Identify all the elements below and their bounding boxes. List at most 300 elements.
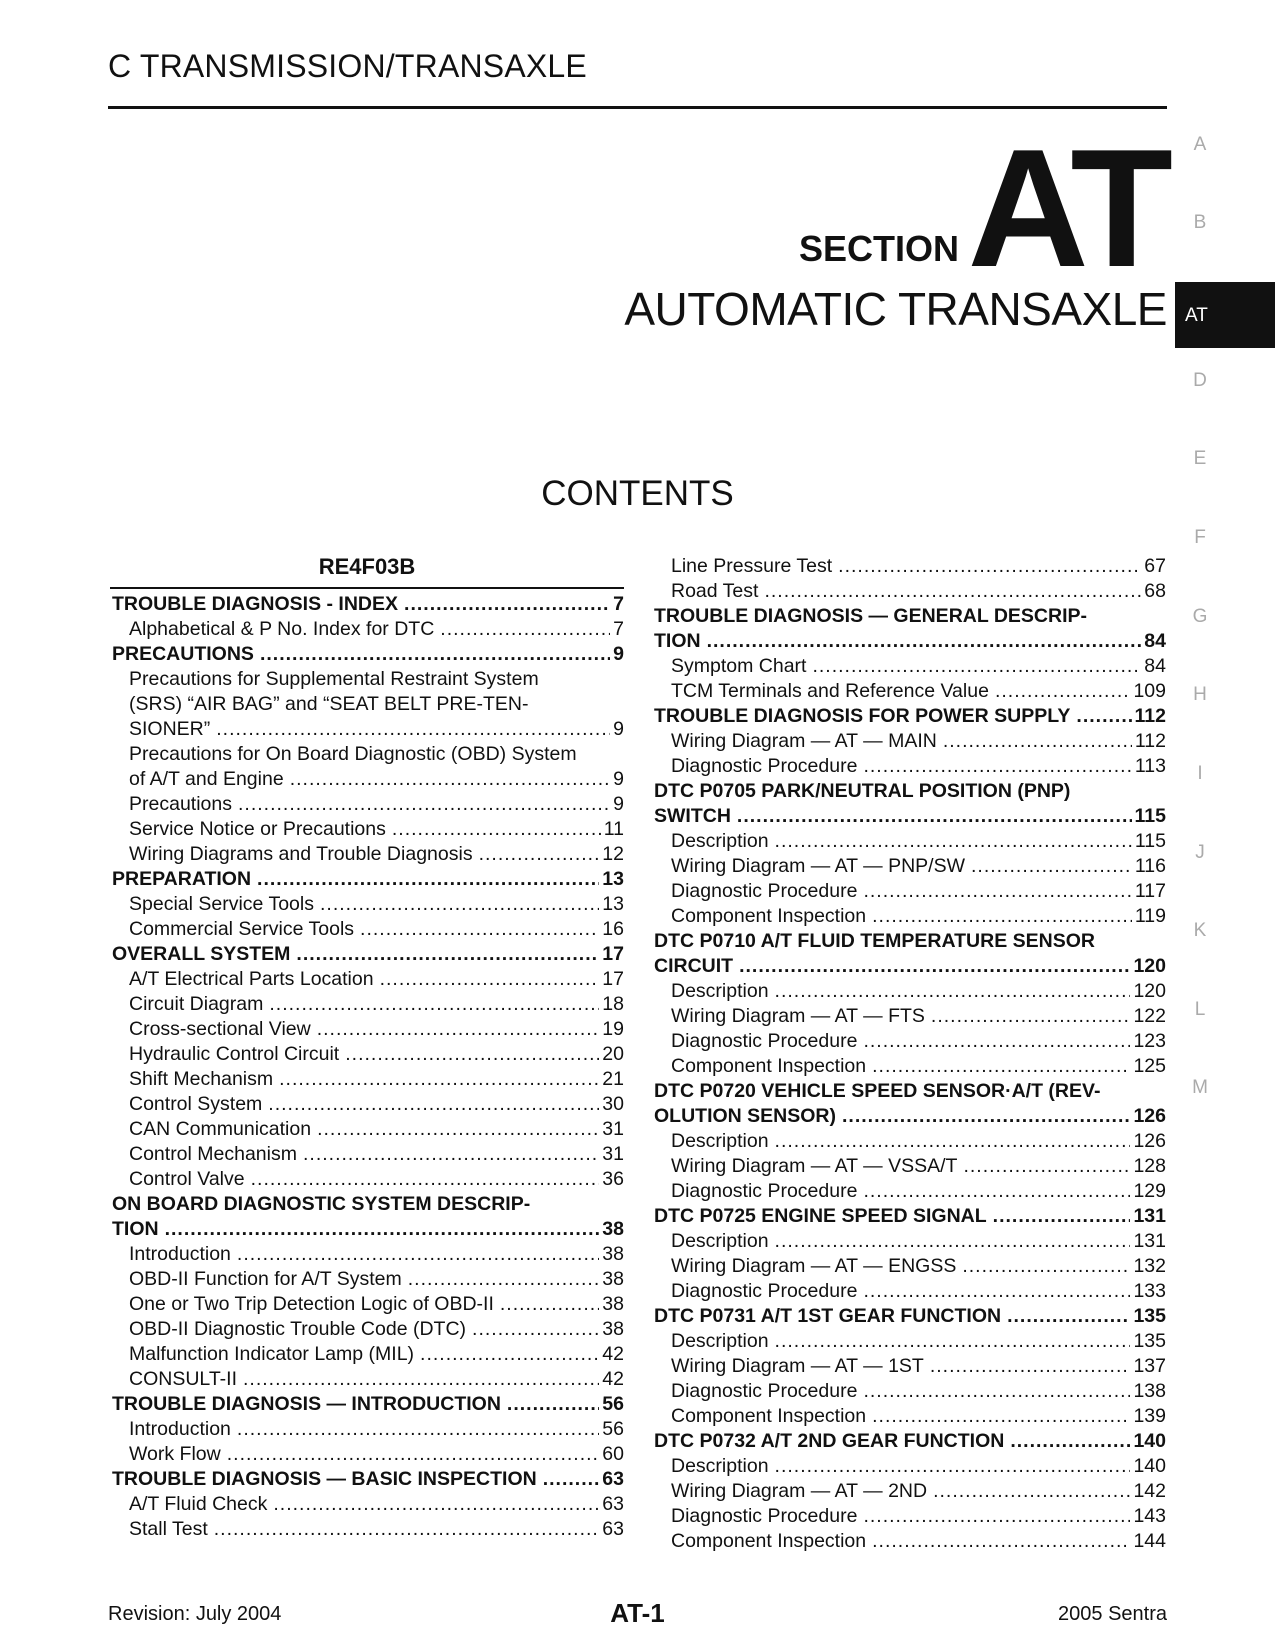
toc-entry-title: Malfunction Indicator Lamp (MIL): [129, 1343, 415, 1365]
toc-entry-page: 20: [602, 1043, 624, 1065]
toc-leader-dots: [707, 629, 1142, 654]
toc-entry-title: Control System: [129, 1093, 263, 1115]
toc-entry-page: 144: [1133, 1530, 1166, 1552]
side-tab-i[interactable]: I: [1197, 763, 1203, 784]
toc-entry[interactable]: [652, 1229, 1166, 1254]
toc-leader-dots: [320, 892, 599, 917]
side-tab-active[interactable]: [1175, 282, 1275, 348]
toc-entry-title: Special Service Tools: [129, 893, 314, 915]
toc-entry-title: OBD-II Diagnostic Trouble Code (DTC): [129, 1318, 467, 1340]
toc-entry-page: 119: [1134, 905, 1166, 927]
toc-entry[interactable]: [110, 1017, 624, 1042]
toc-leader-dots: [993, 1204, 1131, 1229]
toc-entry-page: 120: [1133, 980, 1166, 1002]
toc-leader-dots: [251, 1167, 600, 1192]
toc-leader-dots: [269, 992, 599, 1017]
toc-entry-title: TROUBLE DIAGNOSIS — INTRODUCTION: [112, 1393, 501, 1415]
toc-leader-dots: [863, 754, 1131, 779]
toc-entry-page: 84: [1144, 630, 1166, 652]
toc-entry[interactable]: [110, 742, 624, 767]
toc-entry-page: 13: [602, 893, 624, 915]
toc-entry-page: 21: [602, 1068, 624, 1090]
toc-leader-dots: [863, 1179, 1130, 1204]
toc-entry[interactable]: [110, 917, 624, 942]
toc-entry-page: 7: [613, 593, 624, 615]
footer-revision: Revision: July 2004: [108, 1603, 282, 1625]
toc-leader-dots: [764, 579, 1141, 604]
toc-leader-dots: [408, 1267, 600, 1292]
toc-entry-page: 123: [1133, 1030, 1166, 1052]
toc-entry-page: 9: [613, 768, 624, 790]
toc-entry[interactable]: [652, 1529, 1166, 1554]
toc-leader-dots: [863, 1379, 1130, 1404]
toc-entry-title: Control Mechanism: [129, 1143, 297, 1165]
toc-entry-page: 113: [1134, 755, 1166, 777]
toc-entry-page: 42: [602, 1368, 624, 1390]
toc-leader-dots: [472, 1317, 599, 1342]
toc-entry-title: Component Inspection: [671, 1405, 867, 1427]
toc-leader-dots: [775, 1329, 1131, 1354]
toc-entry-title: Service Notice or Precautions: [129, 818, 386, 840]
toc-entry[interactable]: [110, 1392, 624, 1417]
toc-entry[interactable]: [652, 779, 1166, 804]
toc-entry[interactable]: [652, 629, 1166, 654]
toc-entry-title: Control Valve: [129, 1168, 245, 1190]
toc-list-left: [110, 592, 624, 1542]
toc-leader-dots: [345, 1042, 599, 1067]
toc-leader-dots: [268, 1092, 599, 1117]
toc-entry-page: 63: [602, 1518, 624, 1540]
side-tab-g[interactable]: G: [1192, 606, 1208, 627]
toc-entry[interactable]: [110, 967, 624, 992]
toc-entry-page: 13: [602, 868, 624, 890]
toc-leader-dots: [863, 879, 1131, 904]
toc-entry[interactable]: [110, 1367, 624, 1392]
toc-leader-dots: [317, 1117, 599, 1142]
toc-entry[interactable]: [652, 954, 1166, 979]
toc-entry-page: 131: [1133, 1230, 1166, 1252]
toc-entry[interactable]: [652, 679, 1166, 704]
toc-entry[interactable]: [652, 604, 1166, 629]
toc-entry-title: Description: [671, 980, 769, 1002]
toc-entry[interactable]: [652, 1054, 1166, 1079]
toc-entry[interactable]: [652, 879, 1166, 904]
toc-entry-title: Wiring Diagram — AT — ENGSS: [671, 1255, 957, 1277]
toc-entry-page: 142: [1133, 1480, 1166, 1502]
toc-entry-page: 128: [1133, 1155, 1166, 1177]
toc-entry-page: 56: [602, 1393, 624, 1415]
toc-entry-title: TION: [654, 630, 701, 652]
toc-entry-title: Wiring Diagram — AT — FTS: [671, 1005, 925, 1027]
toc-entry-page: 125: [1133, 1055, 1166, 1077]
toc-entry-title: PRECAUTIONS: [112, 643, 254, 665]
toc-entry-page: 122: [1133, 1005, 1166, 1027]
toc-entry[interactable]: [110, 1442, 624, 1467]
toc-right-column: [652, 554, 1166, 1554]
toc-entry-title: One or Two Trip Detection Logic of OBD-II: [129, 1293, 494, 1315]
toc-leader-dots: [420, 1342, 599, 1367]
toc-entry-page: 116: [1134, 855, 1166, 877]
toc-entry-title: of A/T and Engine: [129, 768, 284, 790]
toc-entry[interactable]: [110, 1342, 624, 1367]
toc-entry-title: Hydraulic Control Circuit: [129, 1043, 340, 1065]
toc-entry-title: DTC P0720 VEHICLE SPEED SENSOR·A/T (REV-: [654, 1080, 1101, 1102]
toc-leader-dots: [739, 954, 1130, 979]
toc-entry[interactable]: [652, 554, 1166, 579]
toc-entry[interactable]: [110, 717, 624, 742]
toc-leader-dots: [273, 1492, 599, 1517]
toc-leader-dots: [971, 854, 1132, 879]
contents-title: CONTENTS: [541, 474, 734, 513]
toc-leader-dots: [995, 679, 1131, 704]
toc-entry-title: Diagnostic Procedure: [671, 1505, 858, 1527]
toc-leader-dots: [237, 1242, 599, 1267]
toc-entry-page: 109: [1133, 680, 1166, 702]
toc-entry-title: Component Inspection: [671, 1530, 867, 1552]
toc-leader-dots: [257, 867, 599, 892]
toc-entry[interactable]: [652, 579, 1166, 604]
toc-entry[interactable]: [110, 1292, 624, 1317]
toc-entry[interactable]: [652, 904, 1166, 929]
toc-leader-dots: [500, 1292, 599, 1317]
toc-entry-title: Diagnostic Procedure: [671, 1380, 858, 1402]
toc-entry-page: 17: [602, 943, 624, 965]
toc-entry[interactable]: [110, 1117, 624, 1142]
toc-entry[interactable]: [652, 1404, 1166, 1429]
toc-entry-title: Component Inspection: [671, 905, 867, 927]
toc-leader-dots: [303, 1142, 599, 1167]
toc-entry-title: DTC P0705 PARK/NEUTRAL POSITION (PNP): [654, 780, 1071, 802]
toc-entry[interactable]: [110, 1492, 624, 1517]
toc-leader-dots: [872, 1054, 1130, 1079]
toc-entry[interactable]: [652, 1154, 1166, 1179]
toc-entry-title: DTC P0732 A/T 2ND GEAR FUNCTION: [654, 1430, 1005, 1452]
toc-leader-dots: [963, 1154, 1130, 1179]
toc-entry-title: A/T Electrical Parts Location: [129, 968, 374, 990]
toc-entry[interactable]: [652, 829, 1166, 854]
toc-entry[interactable]: [652, 854, 1166, 879]
toc-entry[interactable]: [652, 1204, 1166, 1229]
toc-entry[interactable]: [110, 867, 624, 892]
side-tab-f[interactable]: F: [1194, 527, 1206, 548]
toc-entry-page: 63: [602, 1468, 624, 1490]
toc-leader-dots: [962, 1254, 1130, 1279]
section-word: SECTION: [798, 228, 959, 269]
toc-entry-page: 126: [1133, 1130, 1166, 1152]
toc-entry[interactable]: [652, 1379, 1166, 1404]
toc-leader-dots: [543, 1467, 600, 1492]
model-heading: RE4F03B: [110, 550, 624, 589]
toc-entry[interactable]: [110, 1092, 624, 1117]
toc-leader-dots: [296, 942, 599, 967]
toc-leader-dots: [943, 729, 1132, 754]
toc-entry-title: TROUBLE DIAGNOSIS - INDEX: [112, 593, 399, 615]
footer-model: 2005 Sentra: [1058, 1603, 1167, 1625]
toc-entry[interactable]: [652, 729, 1166, 754]
toc-entry[interactable]: [652, 1304, 1166, 1329]
toc-entry-title: Wiring Diagram — AT — 2ND: [671, 1480, 928, 1502]
toc-entry-title: Precautions: [129, 793, 232, 815]
toc-entry-page: 140: [1133, 1430, 1166, 1452]
toc-entry-title: Precautions for Supplemental Restraint System: [129, 668, 539, 690]
toc-entry[interactable]: [652, 1079, 1166, 1104]
toc-entry-page: 68: [1144, 580, 1166, 602]
header-rule: [108, 106, 1167, 109]
toc-entry[interactable]: [652, 1129, 1166, 1154]
toc-entry[interactable]: [110, 1167, 624, 1192]
toc-entry-title: Component Inspection: [671, 1055, 867, 1077]
toc-entry-title: Wiring Diagrams and Trouble Diagnosis: [129, 843, 473, 865]
toc-entry-title: Cross-sectional View: [129, 1018, 311, 1040]
toc-entry-title: Description: [671, 1230, 769, 1252]
toc-entry-title: Line Pressure Test: [671, 555, 833, 577]
toc-leader-dots: [227, 1442, 600, 1467]
toc-entry-page: 38: [602, 1318, 624, 1340]
toc-entry-page: 30: [602, 1093, 624, 1115]
toc-entry-page: 84: [1144, 655, 1166, 677]
toc-entry-title: PREPARATION: [112, 868, 252, 890]
toc-entry[interactable]: [110, 1242, 624, 1267]
toc-entry[interactable]: [652, 979, 1166, 1004]
header-title: C TRANSMISSION/TRANSAXLE: [108, 48, 587, 84]
toc-entry[interactable]: [652, 804, 1166, 829]
toc-leader-dots: [216, 717, 610, 742]
toc-entry-title: TCM Terminals and Reference Value: [671, 680, 989, 702]
toc-entry-page: 138: [1133, 1380, 1166, 1402]
toc-leader-dots: [165, 1217, 600, 1242]
toc-entry-page: 9: [613, 643, 624, 665]
toc-entry-title: OVERALL SYSTEM: [112, 943, 291, 965]
side-tab-d[interactable]: D: [1193, 370, 1207, 391]
toc-entry-page: 38: [602, 1293, 624, 1315]
toc-entry[interactable]: [652, 1479, 1166, 1504]
toc-entry[interactable]: [110, 617, 624, 642]
toc-entry-title: Alphabetical & P No. Index for DTC: [129, 618, 435, 640]
toc-entry-page: 11: [603, 818, 624, 840]
section-name: AUTOMATIC TRANSAXLE: [624, 283, 1167, 335]
toc-entry-title: Diagnostic Procedure: [671, 1030, 858, 1052]
toc-entry[interactable]: [110, 592, 624, 617]
toc-entry[interactable]: [110, 942, 624, 967]
toc-leader-dots: [290, 767, 610, 792]
toc-leader-dots: [360, 917, 599, 942]
toc-entry[interactable]: [110, 1192, 624, 1217]
toc-leader-dots: [812, 654, 1141, 679]
toc-entry[interactable]: [652, 1004, 1166, 1029]
toc-entry[interactable]: [652, 1029, 1166, 1054]
toc-entry[interactable]: [652, 1104, 1166, 1129]
toc-entry[interactable]: [652, 1254, 1166, 1279]
toc-leader-dots: [404, 592, 610, 617]
toc-leader-dots: [214, 1517, 600, 1542]
toc-entry[interactable]: [110, 692, 624, 717]
toc-entry[interactable]: [110, 1267, 624, 1292]
toc-entry-page: 131: [1133, 1205, 1166, 1227]
toc-entry-title: TROUBLE DIAGNOSIS FOR POWER SUPPLY: [654, 705, 1071, 727]
toc-entry-title: Road Test: [671, 580, 759, 602]
toc-leader-dots: [737, 804, 1132, 829]
toc-entry[interactable]: [110, 1142, 624, 1167]
toc-leader-dots: [507, 1392, 599, 1417]
toc-entry-title: DTC P0731 A/T 1ST GEAR FUNCTION: [654, 1305, 1002, 1327]
toc-leader-dots: [1010, 1429, 1130, 1454]
toc-leader-dots: [479, 842, 600, 867]
toc-entry-page: 38: [602, 1218, 624, 1240]
toc-entry-title: Diagnostic Procedure: [671, 1280, 858, 1302]
toc-entry-page: 135: [1133, 1305, 1166, 1327]
toc-entry[interactable]: [652, 1279, 1166, 1304]
toc-leader-dots: [863, 1504, 1130, 1529]
side-tab-label: AT: [1185, 305, 1208, 326]
toc-entry-page: 117: [1134, 880, 1166, 902]
toc-entry[interactable]: [110, 1517, 624, 1542]
toc-entry-title: Work Flow: [129, 1443, 221, 1465]
toc-leader-dots: [842, 1104, 1130, 1129]
toc-leader-dots: [872, 904, 1132, 929]
toc-entry-title: SIONER”: [129, 718, 211, 740]
toc-leader-dots: [1007, 1304, 1130, 1329]
toc-entry[interactable]: [110, 842, 624, 867]
side-tab-j[interactable]: J: [1195, 842, 1205, 863]
toc-left-column: [110, 550, 624, 1542]
toc-entry-title: TROUBLE DIAGNOSIS — GENERAL DESCRIP-: [654, 605, 1088, 627]
toc-entry[interactable]: [110, 1042, 624, 1067]
toc-leader-dots: [931, 1004, 1131, 1029]
toc-entry-title: Description: [671, 1130, 769, 1152]
side-tab-e[interactable]: E: [1193, 448, 1207, 469]
toc-entry-page: 115: [1134, 805, 1166, 827]
toc-entry-page: 17: [602, 968, 624, 990]
toc-leader-dots: [775, 1229, 1131, 1254]
toc-entry[interactable]: [652, 1454, 1166, 1479]
toc-entry-title: Symptom Chart: [671, 655, 807, 677]
toc-entry-title: DTC P0710 A/T FLUID TEMPERATURE SENSOR: [654, 930, 1095, 952]
toc-entry[interactable]: [110, 767, 624, 792]
toc-entry-page: 38: [602, 1243, 624, 1265]
toc-entry-title: ON BOARD DIAGNOSTIC SYSTEM DESCRIP-: [112, 1193, 531, 1215]
toc-entry-page: 19: [602, 1018, 624, 1040]
footer-page-label: AT-1: [610, 1598, 665, 1628]
toc-entry-title: TROUBLE DIAGNOSIS — BASIC INSPECTION: [112, 1468, 537, 1490]
toc-entry-page: 139: [1133, 1405, 1166, 1427]
toc-entry-page: 115: [1134, 830, 1166, 852]
toc-entry-page: 12: [602, 843, 624, 865]
toc-entry-page: 143: [1133, 1505, 1166, 1527]
toc-entry-title: Wiring Diagram — AT — MAIN: [671, 730, 937, 752]
toc-entry[interactable]: [652, 654, 1166, 679]
toc-entry-page: 63: [602, 1493, 624, 1515]
toc-entry[interactable]: [652, 704, 1166, 729]
toc-entry-title: OLUTION SENSOR): [654, 1105, 837, 1127]
toc-entry[interactable]: [110, 992, 624, 1017]
toc-entry[interactable]: [652, 1354, 1166, 1379]
toc-entry-title: CAN Communication: [129, 1118, 312, 1140]
toc-entry-page: 38: [602, 1268, 624, 1290]
toc-entry[interactable]: [110, 667, 624, 692]
toc-entry[interactable]: [110, 1467, 624, 1492]
toc-leader-dots: [872, 1404, 1130, 1429]
toc-entry-title: Introduction: [129, 1243, 231, 1265]
toc-leader-dots: [260, 642, 610, 667]
toc-entry-title: Commercial Service Tools: [129, 918, 355, 940]
toc-entry[interactable]: [110, 1067, 624, 1092]
toc-entry[interactable]: [110, 642, 624, 667]
toc-entry-page: 36: [602, 1168, 624, 1190]
toc-entry-title: TION: [112, 1218, 159, 1240]
side-tab-b[interactable]: B: [1193, 212, 1207, 233]
toc-entry-page: 9: [613, 793, 624, 815]
toc-leader-dots: [1076, 704, 1131, 729]
toc-entry-page: 56: [602, 1418, 624, 1440]
toc-entry-title: Circuit Diagram: [129, 993, 264, 1015]
toc-entry-page: 67: [1144, 555, 1166, 577]
toc-entry[interactable]: [652, 1504, 1166, 1529]
toc-entry[interactable]: [110, 892, 624, 917]
toc-leader-dots: [243, 1367, 599, 1392]
toc-leader-dots: [863, 1029, 1130, 1054]
toc-entry[interactable]: [110, 1417, 624, 1442]
toc-entry[interactable]: [652, 1429, 1166, 1454]
toc-entry-page: 129: [1133, 1180, 1166, 1202]
toc-entry[interactable]: [652, 754, 1166, 779]
toc-entry[interactable]: [652, 929, 1166, 954]
toc-entry-title: Precautions for On Board Diagnostic (OBD) System: [129, 743, 577, 765]
toc-entry[interactable]: [110, 792, 624, 817]
toc-entry-page: 18: [602, 993, 624, 1015]
toc-entry-title: (SRS) “AIR BAG” and “SEAT BELT PRE-TEN-: [129, 693, 529, 715]
toc-leader-dots: [863, 1279, 1130, 1304]
toc-entry-page: 31: [602, 1143, 624, 1165]
toc-leader-dots: [775, 979, 1131, 1004]
toc-entry-page: 9: [613, 718, 624, 740]
side-tab-h[interactable]: H: [1193, 684, 1207, 705]
toc-entry-title: SWITCH: [654, 805, 731, 827]
toc-leader-dots: [440, 617, 610, 642]
side-tab-l[interactable]: L: [1194, 999, 1206, 1020]
side-tab-k[interactable]: K: [1193, 920, 1207, 941]
toc-entry-page: 16: [602, 918, 624, 940]
toc-entry-title: Description: [671, 1330, 769, 1352]
toc-entry-page: 135: [1133, 1330, 1166, 1352]
side-tab-m[interactable]: M: [1192, 1077, 1208, 1098]
toc-leader-dots: [380, 967, 600, 992]
toc-entry[interactable]: [652, 1179, 1166, 1204]
toc-entry-title: DTC P0725 ENGINE SPEED SIGNAL: [654, 1205, 987, 1227]
toc-entry-title: OBD-II Function for A/T System: [129, 1268, 402, 1290]
toc-entry[interactable]: [110, 817, 624, 842]
toc-leader-dots: [237, 1417, 599, 1442]
toc-entry[interactable]: [652, 1329, 1166, 1354]
toc-entry-title: A/T Fluid Check: [129, 1493, 268, 1515]
toc-leader-dots: [930, 1354, 1131, 1379]
toc-entry[interactable]: [110, 1217, 624, 1242]
side-tab-a[interactable]: A: [1193, 134, 1207, 155]
toc-entry-title: Wiring Diagram — AT — VSSA/T: [671, 1155, 958, 1177]
toc-entry-title: Description: [671, 830, 769, 852]
toc-entry-title: Stall Test: [129, 1518, 208, 1540]
toc-entry-page: 132: [1133, 1255, 1166, 1277]
toc-entry-title: Shift Mechanism: [129, 1068, 274, 1090]
toc-entry[interactable]: [110, 1317, 624, 1342]
toc-leader-dots: [775, 1129, 1131, 1154]
toc-list-right: [652, 554, 1166, 1554]
toc-entry-page: 42: [602, 1343, 624, 1365]
toc-entry-page: 112: [1134, 730, 1166, 752]
toc-leader-dots: [238, 792, 610, 817]
toc-entry-title: Description: [671, 1455, 769, 1477]
toc-entry-page: 112: [1134, 705, 1166, 727]
toc-leader-dots: [775, 829, 1132, 854]
